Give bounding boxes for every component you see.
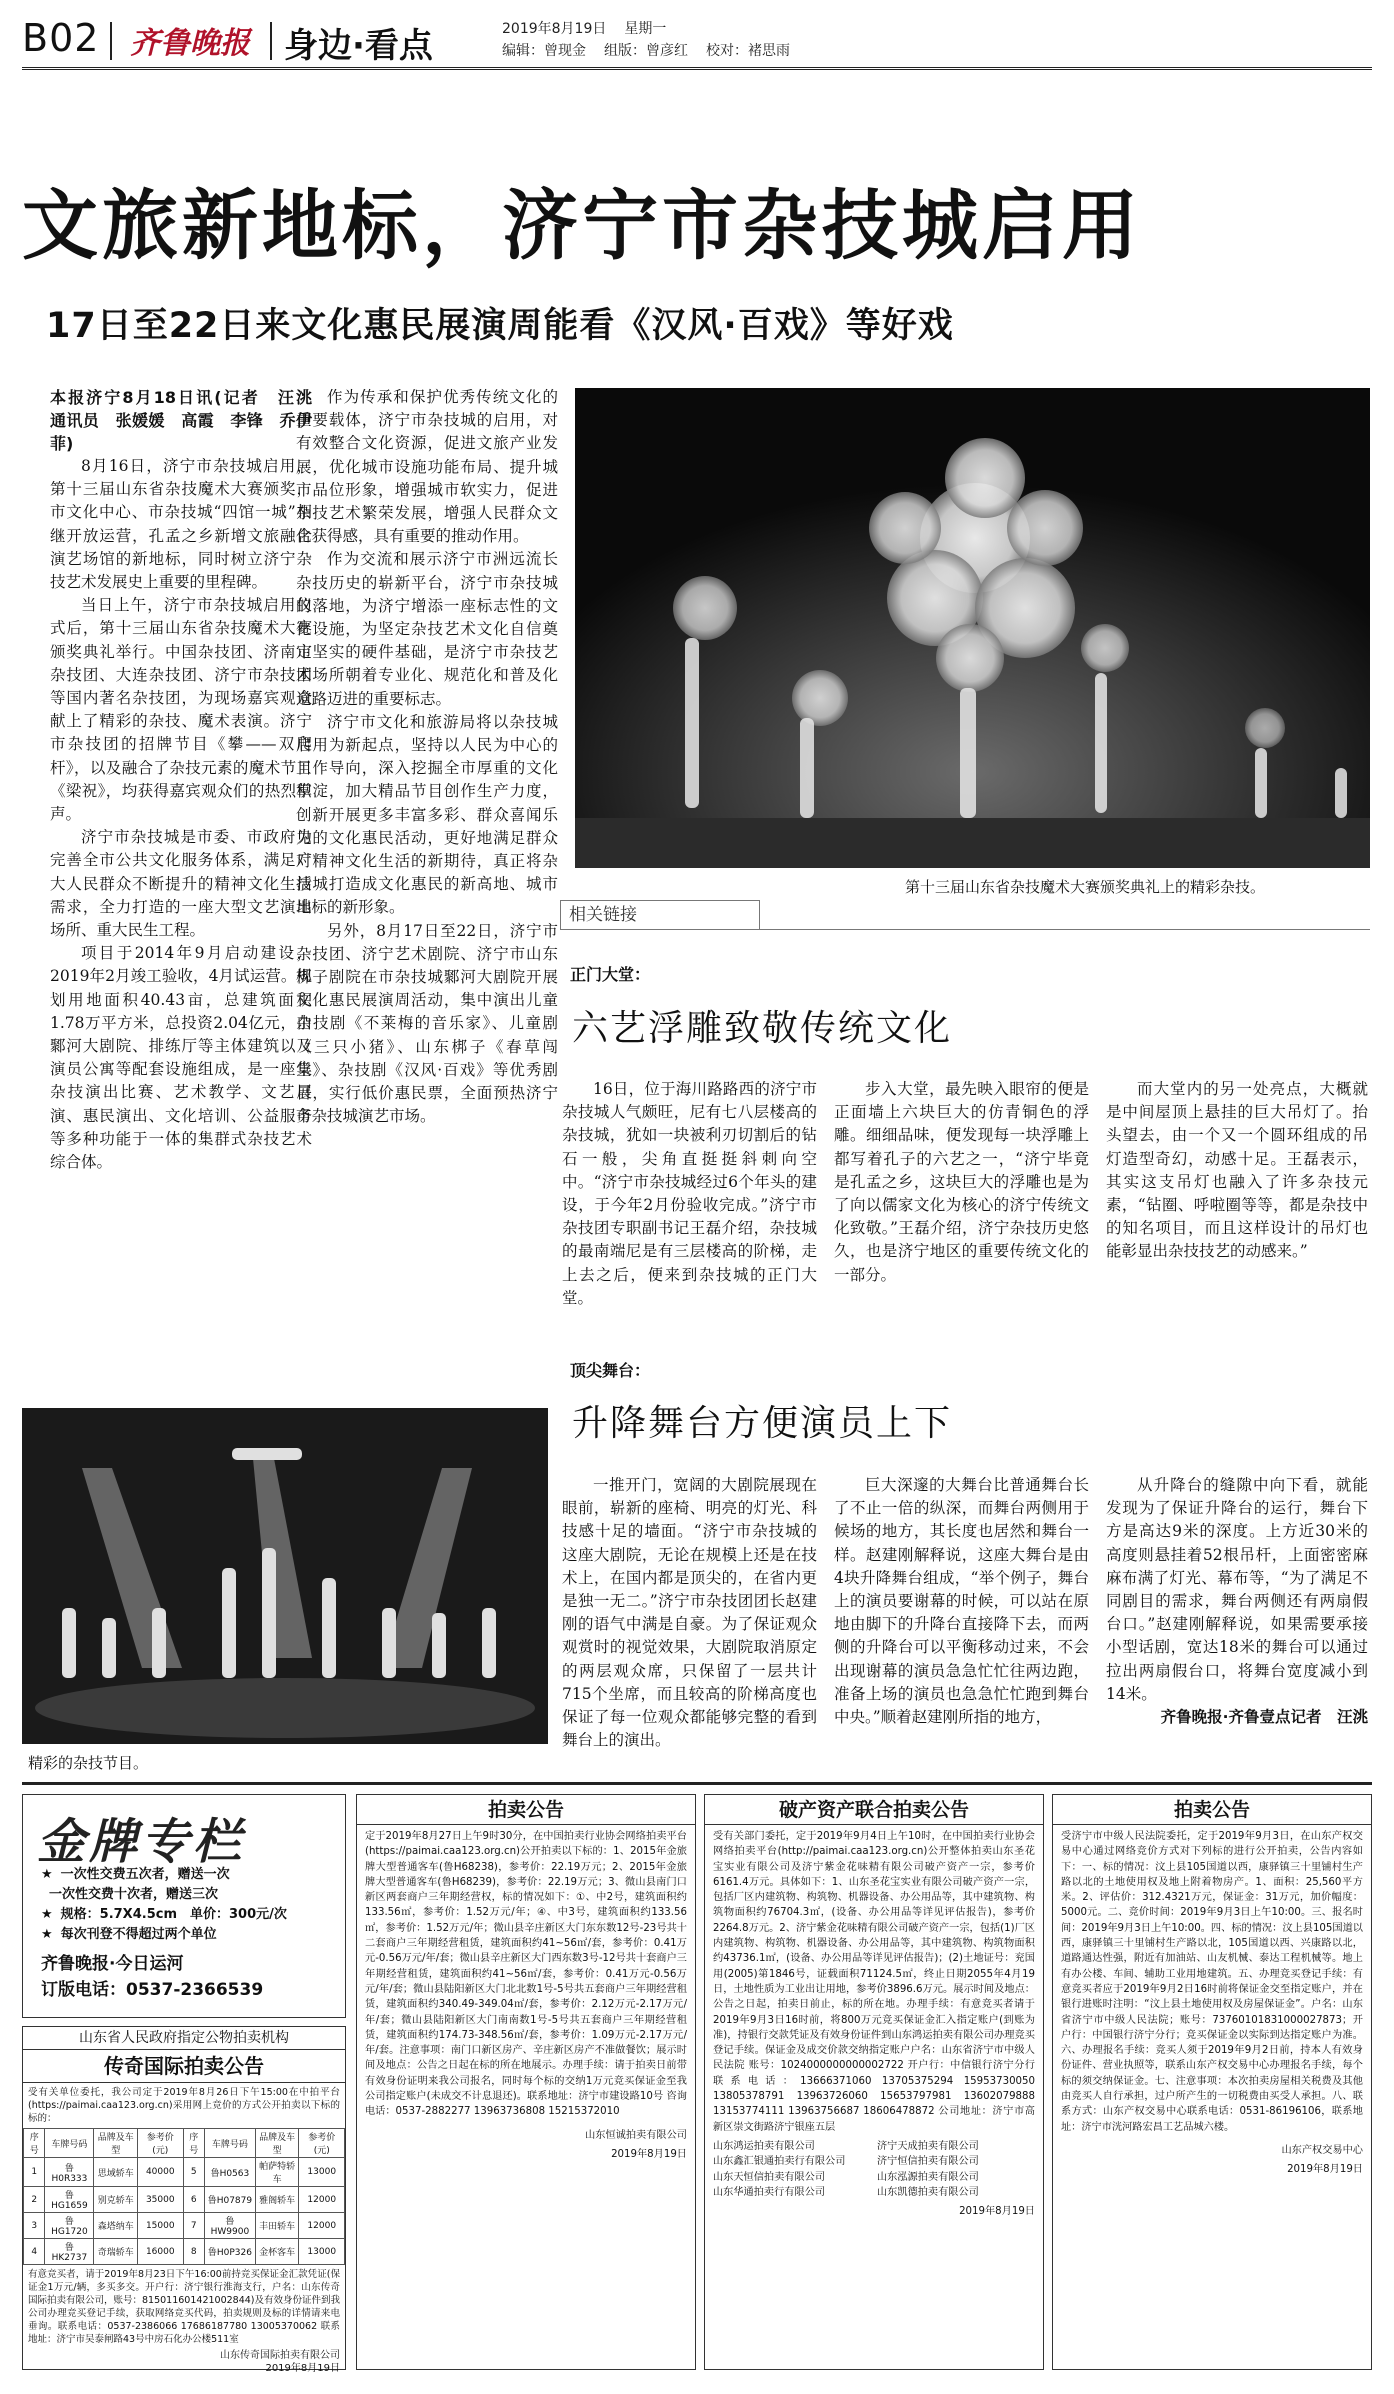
term-line: 规格：5.7X4.5cm 单价：300元/次 <box>60 1907 287 1922</box>
lead-column-2 <box>296 386 558 1386</box>
reporter-sign: 齐鲁晚报·齐鲁壹点记者 汪洮 <box>1160 1708 1368 1727</box>
ad-date: 2019年8月19日 <box>265 2363 340 2374</box>
column-header: 序号 <box>183 2129 204 2158</box>
table-cell: 奇瑞轿车 <box>94 2239 138 2265</box>
column-header: 车牌号码 <box>204 2129 255 2158</box>
table-cell: 金杯客车 <box>255 2239 299 2265</box>
ad-signature: 济宁恒信拍卖有限公司 <box>877 2156 979 2168</box>
table-row <box>24 2158 345 2187</box>
related-1-column-1 <box>562 1078 817 1318</box>
ad-title: 破产资产联合拍卖公告 <box>705 1795 1043 1825</box>
ads-divider <box>22 1782 1372 1785</box>
ad-notes: 有意竞买者，请于2019年8月23日下午16:00前持竞买保证金汇款凭证(保证金1万元/辆，多买多交。开户行：济宁银行淮海支行，户名：山东传奇国际拍卖有限公司，账号：815011601421002844)及有效身份证件到我公司办理竞买登记手续，获取网络竞买代码，拍卖规则及标的详情请来电垂询。联系电话：0537-2386066 17686187780 13005370062 联系地址：济宁市吴泰闸路43号中房石化办公楼511室 <box>28 2269 341 2345</box>
paragraph: 而大堂内的另一处亮点，大概就是中间屋顶上悬挂的巨大吊灯了。抬头望去，由一个又一个圆环组成的吊灯造型奇幻，动感十足。王磊表示，其实这支吊灯也融入了许多杂技元素，“钻圈、呼啦圈等等，都是杂技中的知名项目，而且这样设计的吊灯也能彰显出杂技技艺的动感来。” <box>1106 1080 1368 1261</box>
table-row <box>24 2239 345 2265</box>
table-cell: 鲁HK2737 <box>45 2239 94 2265</box>
table-cell: 鲁HW9900 <box>204 2213 255 2239</box>
issue-date: 2019年8月19日 <box>502 21 607 37</box>
issue-weekday: 星期一 <box>624 21 667 37</box>
acrobatics-stage-photo <box>22 1408 548 1744</box>
table-header <box>24 2129 345 2158</box>
paragraph: 济宁市文化和旅游局将以杂技城启用为新起点，坚持以人民为中心的工作导向，深入挖掘全市厚重的文化积淀，加大精品节目创作生产力度，创新开展更多丰富多彩、群众喜闻乐见的文化惠民活动，更好地满足群众对精神文化生活的新期待，真正将杂技城打造成文化惠民的新高地、城市地标的新形象。 <box>296 712 558 917</box>
paper-logo: 齐鲁晚报 <box>130 26 250 61</box>
star-icon: ★ <box>41 1907 53 1922</box>
property-exchange-auction-ad <box>1052 1794 1372 2370</box>
ad-date: 2019年8月19日 <box>1287 2164 1363 2176</box>
column-header: 参考价(元) <box>299 2129 345 2158</box>
paragraph: 作为传承和保护优秀传统文化的重要载体，济宁市杂技城的启用，对有效整合文化资源，促进文旅产业发展，优化城市设施功能布局、提升城市品位形象，增强城市软实力，促进杂技艺术繁荣发展，增强人民群众文化获得感，具有重要的推动作用。 <box>296 388 558 546</box>
column-header: 品牌及车型 <box>94 2129 138 2158</box>
related-2-column-3 <box>1106 1474 1368 1744</box>
page-number: B02 <box>22 16 100 60</box>
table-cell: 鲁HG1720 <box>45 2213 94 2239</box>
column-header: 序号 <box>24 2129 45 2158</box>
table-cell: 15000 <box>138 2213 183 2239</box>
headline: 文旅新地标，济宁市杂技城启用 <box>22 181 1142 270</box>
term-line: 每次刊登不得超过两个单位 <box>60 1927 217 1942</box>
table-cell: 雅阁轿车 <box>255 2187 299 2213</box>
paragraph: 步入大堂，最先映入眼帘的便是正面墙上六块巨大的仿青铜色的浮雕。细细品味，便发现每一块浮雕上都写着孔子的六艺之一，“济宁毕竟是孔孟之乡，这块巨大的浮雕也是为了向以儒家文化为核心的济宁传统文化致敬。”王磊介绍，济宁杂技历史悠久，也是济宁地区的重要传统文化的一部分。 <box>834 1080 1089 1284</box>
table-cell: 鲁H0P326 <box>204 2239 255 2265</box>
divider <box>270 22 272 60</box>
ad-signature: 山东华通拍卖行有限公司 <box>713 2186 826 2198</box>
table-cell: 13000 <box>299 2158 345 2187</box>
editor: 编辑：曾现金 <box>502 43 586 59</box>
table-cell: 鲁H07879 <box>204 2187 255 2213</box>
gold-column-title: 金牌专栏 <box>37 1814 246 1870</box>
vehicle-table <box>23 2128 345 2265</box>
ad-signature: 济宁天成拍卖有限公司 <box>877 2140 979 2152</box>
ad-title: 拍卖公告 <box>1053 1795 1371 1825</box>
table-cell: 4 <box>24 2239 45 2265</box>
byline: 本报济宁8月18日讯(记者 汪洮 通讯员 张媛媛 高霞 李锋 乔伊菲) <box>50 388 329 453</box>
layout-editor: 组版：曾彦红 <box>604 43 688 59</box>
table-cell: 8 <box>183 2239 204 2265</box>
masthead <box>22 12 1372 70</box>
paragraph: 8月16日，济宁市杂技城启用，第十三届山东省杂技魔术大赛颁奖，市文化中心、市杂技城“四馆一城”相继开放运营，孔孟之乡新增文旅融合演艺场馆的新地标，同时树立济宁杂技艺术发展史上重要的里程碑。 <box>50 457 312 592</box>
bankruptcy-auction-ad <box>704 1794 1044 2370</box>
divider <box>760 929 1370 930</box>
term-line: 一次性交费五次者，赠送一次 <box>60 1867 230 1882</box>
paragraph: 16日，位于海川路路西的济宁市杂技城人气颇旺，尼有七八层楼高的杂技城，犹如一块被利刃切割后的钻石一般，尖角直挺挺斜刺向空中。“济宁市杂技城经过6个年头的建设，于今年2月份验收完成。”济宁市杂技团专职副书记王磊介绍，杂技城的最南端尼是有三层楼高的阶梯，走上去之后，便来到杂技城的正门大堂。 <box>562 1080 817 1307</box>
table-cell: 思域轿车 <box>94 2158 138 2187</box>
ad-signature: 山东凯德拍卖有限公司 <box>877 2186 979 2198</box>
table-cell: 35000 <box>138 2187 183 2213</box>
section-label: 正门大堂： <box>570 965 651 984</box>
table-cell: 鲁H0563 <box>204 2158 255 2187</box>
photo-bottom <box>22 1408 548 1744</box>
ad-signature: 山东泓源拍卖有限公司 <box>877 2171 979 2183</box>
ad-signature: 山东鑫汇银通拍卖行有限公司 <box>713 2156 846 2168</box>
photo-bottom-caption: 精彩的杂技节目。 <box>28 1754 149 1772</box>
photo-top-caption: 第十三届山东省杂技魔术大赛颁奖典礼上的精彩杂技。 <box>905 878 1266 896</box>
table-cell: 6 <box>183 2187 204 2213</box>
related-links-label: 相关链接 <box>569 905 637 925</box>
table-cell: 7 <box>183 2213 204 2239</box>
chuanqi-auction-ad <box>22 2026 346 2374</box>
table-cell: 40000 <box>138 2158 183 2187</box>
lead-column-1 <box>50 386 329 1386</box>
hengcheng-auction-ad <box>356 1794 696 2370</box>
gold-column-ad <box>22 1794 346 2018</box>
related-1-column-2 <box>834 1078 1089 1318</box>
divider <box>110 22 112 60</box>
subheadline: 17日至22日来文化惠民展演周能看《汉风·百戏》等好戏 <box>46 306 954 346</box>
section-title: 六艺浮雕致敬传统文化 <box>572 1008 953 1049</box>
related-links-tab <box>560 900 760 930</box>
ad-signature: 山东产权交易中心 <box>1281 2144 1363 2156</box>
ad-signatures <box>705 2139 1043 2204</box>
order-phone: 订版电话：0537-2366539 <box>41 1980 264 2000</box>
paragraph: 从升降台的缝隙中向下看，就能发现为了保证升降台的运行，舞台下方是高达9米的深度。上方近30米的高度则悬挂着52根吊杆，上面密密麻麻布满了灯光、幕布等，“为了满足不同剧目的需求，舞台两侧还有两扇假台口。”赵建刚解释说，如果需要承接小型话剧，宽达18米的舞台可以通过拉出两扇假台口，将舞台宽度减小到14米。 <box>1106 1476 1368 1703</box>
table-row <box>24 2213 345 2239</box>
acrobatics-photo <box>575 388 1370 868</box>
section-label: 顶尖舞台： <box>570 1361 651 1380</box>
paragraph: 项目于2014年9月启动建设，2019年2月竣工验收，4月试运营。规划用地面积40.43亩，总建筑面积1.78万平方米，总投资2.04亿元，由鄹河大剧院、排练厅等主体建筑以及演员公寓等配套设施组成，是一座集杂技演出比赛、艺术教学、文艺展演、惠民演出、文化培训、公益服务等多种功能于一体的集群式杂技艺术综合体。 <box>50 944 312 1172</box>
related-1-column-3 <box>1106 1078 1368 1318</box>
section-title: 升降舞台方便演员上下 <box>572 1403 953 1444</box>
ad-signature: 山东鸿运拍卖有限公司 <box>713 2140 815 2152</box>
table-cell: 5 <box>183 2158 204 2187</box>
ad-body: 受有关部门委托，定于2019年9月4日上午10时，在中国拍卖行业协会网络拍卖平台(http://paimai.caa123.org.cn)公开整体拍卖山东圣花宝实业有限公司及济宁紫金花味精有限公司破产资产一宗，参考价6161.4万元。具体如下：1、山东圣花宝实业有限公司破产资产一宗，包括厂区内建筑物、构筑物、机器设备、办公用品等，其中建筑物、构筑物面积约76704.3㎡，(设备、办公用品等详见评估报告)，参考价2264.8万元。2、济宁紫金花味精有限公司破产资产一宗，包括(1)厂区内建筑物、构筑物、机器设备、办公用品等，其中建筑物、构筑物面积约43736.1㎡，(设备、办公用品等详见评估报告)；(2)土地证号：兖国用(2005)第1846号，证载面积71124.5㎡，终止日期2055年4月19日，土地性质为工业出让用地，参考价3896.6万元。展示时间及地点：公告之日起，拍卖日前止，标的所在地。办理手续：有意竞买者请于2019年9月3日16时前，将800万元竞买保证金汇入指定账户(到账为准)，持银行交款凭证及有效身份证件到山东鸿运拍卖有限公司办理竞买登记手续。保证金及成交价款交纳指定账户户名：山东省济宁市中级人民法院 账号：1024000000000002722 开户行：中信银行济宁分行 联系电话：13666371060 13705375294 15953730050 13805378791 13963726060 15653797981 13602079888 13153774111 13963756687 18606478872 公司地址：济宁市高新区崇文街路济宁银座五层 <box>713 1831 1035 2133</box>
ad-intro: 受有关单位委托，我公司定于2019年8月26日下午15:00在中拍平台(https://paimai.caa123.org.cn)采用网上竞价的方式公开拍卖以下标的标的： <box>28 2087 340 2124</box>
ad-signature: 山东恒诚拍卖有限公司 <box>585 2129 687 2141</box>
table-cell: 别克轿车 <box>94 2187 138 2213</box>
ad-signature: 山东传奇国际拍卖有限公司 <box>220 2350 340 2361</box>
ad-signature: 山东天恒信拍卖有限公司 <box>713 2171 826 2183</box>
star-icon: ★ <box>41 1927 53 1942</box>
table-cell: 13000 <box>299 2239 345 2265</box>
table-cell: 帕萨特轿车 <box>255 2158 299 2187</box>
ad-body: 受济宁市中级人民法院委托，定于2019年9月3日，在山东产权交易中心通过网络竞价方式对下列标的进行公开拍卖，公告内容如下：一、标的情况：汶上县105国道以西，康驿镇三十里铺村生产路以北的土地使用权及地上附着物房产。1、面积：25,560平方米。2、评估价：312.4321万元，保证金：31万元，加价幅度：5000元。二、竞价时间：2019年9月3日上午10:00。三、报名时间：2019年9月3日上午10:00。四、标的情况：汶上县105国道以西，康驿镇三十里铺村生产路以北，105国道以西、兴康路以北，道路通达性强，附近有加油站、山友机械、泰达工程机械等。地上有办公楼、车间、辅助工业用地建筑。五、办理竞买登记手续：有意竞买者应于2019年9月2日16时前将保证金交至指定账户，并在银行进账时注明：“汶上县土地使用权及房屋保证金”。户名：山东省济宁市中级人民法院；账号：73760101831000027873；开户行：中国银行济宁分行；竞买保证金以实际到达指定账户为准。六、办理报名手续：竞买人须于2019年9月2日前，持本人有效身份证件、营业执照等，联系山东产权交易中心办理报名手续，每个标的须交纳保证金。七、注意事项：本次拍卖房屋相关税费及其他由竞买人自行承担，过户所产生的一切税费由买受人承担。八、联系方式：山东产权交易中心联系电话：0531-86196106，联系地址：济宁市洸河路宏昌工艺品城六楼。 <box>1061 1831 1363 2133</box>
ad-title: 传奇国际拍卖公告 <box>23 2050 345 2083</box>
paragraph: 作为交流和展示济宁市洲远流长杂技历史的崭新平台，济宁市杂技城的落地，为济宁增添一座标志性的文化设施，为坚定杂技艺术文化自信奠定坚实的硬件基础，是济宁市杂技艺术场所朝着专业化、规范化和普及化道路迈进的重要标志。 <box>296 550 558 708</box>
gold-column-org <box>41 1951 263 2003</box>
table-cell: 鲁H0R333 <box>45 2158 94 2187</box>
paragraph: 当日上午，济宁市杂技城启用仪式后，第十三届山东省杂技魔术大赛颁奖典礼举行。中国杂技团、济南市杂技团、大连杂技团、济宁市杂技团等国内著名杂技团，为现场嘉宾观众献上了精彩的杂技、魔术表演。济宁市杂技团的招牌节目《攀——双爬杆》，以及融合了杂技元素的魔术节目《梁祝》，均获得嘉宾观众们的热烈掌声。 <box>50 596 312 824</box>
ad-subtitle: 山东省人民政府指定公物拍卖机构 <box>23 2027 345 2050</box>
star-icon: ★ <box>41 1867 53 1882</box>
table-row <box>24 2187 345 2213</box>
table-cell: 12000 <box>299 2213 345 2239</box>
table-cell: 1 <box>24 2158 45 2187</box>
section-title: 身边·看点 <box>284 26 433 66</box>
ad-date: 2019年8月19日 <box>959 2206 1035 2218</box>
gold-column-terms <box>41 1865 287 1945</box>
org-name: 齐鲁晚报·今日运河 <box>41 1954 184 1974</box>
paragraph: 济宁市杂技城是市委、市政府为完善全市公共文化服务体系，满足广大人民群众不断提升的精神文化生活需求，全力打造的一座大型文艺演出场所、重大民生工程。 <box>50 828 312 940</box>
table-cell: 16000 <box>138 2239 183 2265</box>
paragraph: 另外，8月17日至22日，济宁市杂技团、济宁艺术剧院、济宁市山东梆子剧院在市杂技城鄹河大剧院开展文化惠民展演周活动，集中演出儿童杂技剧《不莱梅的音乐家》、儿童剧《三只小猪》、山东梆子《春草闯堂》、杂技剧《汉风·百戏》等优秀剧目，实行低价惠民票，全面预热济宁市杂技城演艺市场。 <box>296 921 558 1126</box>
ad-title: 拍卖公告 <box>357 1795 695 1825</box>
ad-date: 2019年8月19日 <box>611 2148 687 2160</box>
table-cell: 森塔纳车 <box>94 2213 138 2239</box>
ad-body: 定于2019年8月27日上午9时30分，在中国拍卖行业协会网络拍卖平台(https://paimai.caa123.org.cn)公开拍卖以下标的：1、2015年金旅牌大型普通客车(鲁H68238)，参考价：22.19万元；2、2015年金旅牌大型普通客车(鲁H68239)，参考价：22.19万元；3、微山县南门口新区两套商户三年期经营权，标的情况如下：①、中2号，建筑面积约133.56㎡，参考价：1.52万元/年；④、中3号，建筑面积约133.56㎡，参考价：1.52万元/年；微山县辛庄新区大门东东数12号-23号共十二套商户三年期经营租赁，建筑面积约41~56㎡/套，参考价：0.41万元-0.56万元/年/套；微山县辛庄新区大门西东数3号-12号共十套商户三年期经营租赁，建筑面积约41~56㎡/套，参考价：0.41万元-0.56万元/年/套；微山县陆阳新区大门北北数1号-5号共五套商户三年期经营租赁，建筑面积约340.49-349.04㎡/套，参考价：2.12万元-2.17万元/年/套；微山县陆阳新区大门南南数1号-5号共五套商户三年期经营租赁，建筑面积约174.73-348.56㎡/套，参考价：1.09万元-2.17万元/年/套。注意事项：南门口新区房产、辛庄新区房产不准做餐饮；展示时间及地点：公告之日起在标的所在地展示。办理手续：请于拍卖日前带有效身份证明来我公司报名，同时每个标的交纳1万元竞买保证金至我公司指定账户(未成交不计息退还)。联系地址：济宁市建设路10号 咨询电话：0537-2882277 13963736808 15215372010 <box>365 1831 687 2118</box>
column-header: 参考价(元) <box>138 2129 183 2158</box>
term-line: 一次性交费十次者，赠送三次 <box>49 1887 219 1902</box>
table-cell: 鲁HG1659 <box>45 2187 94 2213</box>
related-2-column-1 <box>562 1474 817 1750</box>
proofreader: 校对：褚思雨 <box>706 43 790 59</box>
table-cell: 丰田轿车 <box>255 2213 299 2239</box>
table-cell: 2 <box>24 2187 45 2213</box>
related-2-column-2 <box>834 1474 1089 1744</box>
table-cell: 12000 <box>299 2187 345 2213</box>
photo-top <box>575 388 1370 868</box>
table-cell: 3 <box>24 2213 45 2239</box>
column-header: 品牌及车型 <box>255 2129 299 2158</box>
paragraph: 一推开门，宽阔的大剧院展现在眼前，崭新的座椅、明亮的灯光、科技感十足的墙面。“济宁市杂技城的这座大剧院，无论在规模上还是在技术上，在国内都是顶尖的，在省内更是独一无二。”济宁市杂技团团长赵建刚的语气中满是自豪。为了保证观众观赏时的视觉效果，大剧院取消原定的两层观众席，只保留了一层共计715个坐席，而且较高的阶梯高度也保证了每一位观众都能够完整的看到舞台上的演出。 <box>562 1476 817 1750</box>
paragraph: 巨大深邃的大舞台比普通舞台长了不止一倍的纵深，而舞台两侧用于候场的地方，其长度也居然和舞台一样。赵建刚解释说，这座大舞台是由4块升降舞台组成，“举个例子，舞台上的演员要谢幕的时候，可以站在原地由脚下的升降台直接降下去，而两侧的升降台可以平衡移动过来，不会出现谢幕的演员急急忙忙往两边跑，准备上场的演员也急急忙忙跑到舞台中央。”顺着赵建刚所指的地方， <box>834 1476 1089 1727</box>
column-header: 车牌号码 <box>45 2129 94 2158</box>
issue-meta <box>502 18 808 62</box>
